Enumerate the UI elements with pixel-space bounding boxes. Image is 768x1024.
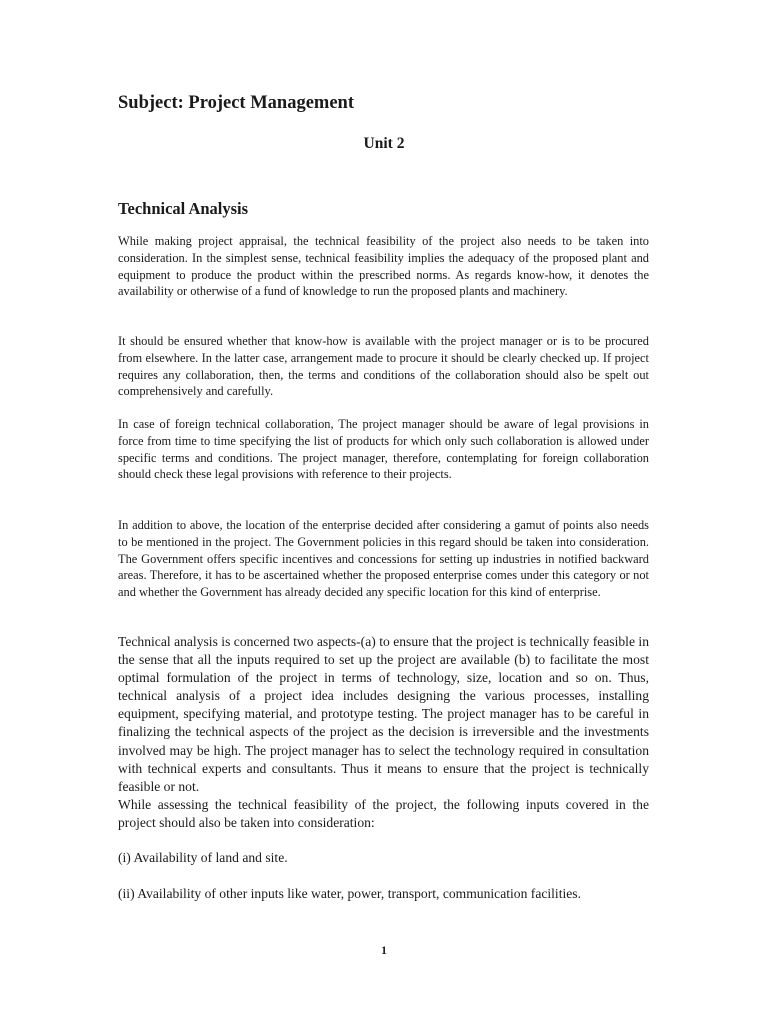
paragraph: Technical analysis is concerned two aspects-(a) to ensure that the project is technically feasible in the sense that all the inputs required to set up the project are available (b) to facilitate the most optimal formulation of the project in terms of technology, size, location and so on. Thus, technical analysis of a project idea includes designing the various processes, installing equipment, specifying material, and prototype testing. The project manager has to be careful in finalizing the technical aspects of the project as the decision is irreversible and the investments involved may be high. The project manager has to select the technology required in consultation with technical experts and consultants. Thus it means to ensure that the project is technically feasible or not. While assessing the technical feasibility of the project, the following inputs covered in the project should also be taken into consideration: <box>118 634 649 830</box>
document-subject: Subject: Project Management <box>118 93 354 113</box>
list-item: (ii) Availability of other inputs like water, power, transport, communication facilities. <box>118 886 581 901</box>
paragraph: In case of foreign technical collaboration, The project manager should be aware of legal provisions in force from time to time specifying the list of products for which only such collaboration is allowed under specific terms and conditions. The project manager, therefore, contemplating for foreign collaboration should check these legal provisions with reference to their projects. <box>118 417 649 482</box>
section-heading: Technical Analysis <box>118 199 249 218</box>
list-item: (i) Availability of land and site. <box>118 850 288 865</box>
paragraph: While making project appraisal, the technical feasibility of the project also needs to be taken into consideration. In the simplest sense, technical feasibility implies the adequacy of the proposed plant and equipment to produce the product within the prescribed norms. As regards know-how, it denotes the availability or otherwise of a fund of knowledge to run the proposed plants and machinery. <box>118 234 649 299</box>
unit-title: Unit 2 <box>363 135 405 152</box>
page-number: 1 <box>381 945 387 957</box>
paragraph: It should be ensured whether that know-how is available with the project manager or is to be procured from elsewhere. In the latter case, arrangement made to procure it should be clearly checked up. If project requires any collaboration, then, the terms and conditions of the collaboration should also be spelt out comprehensively and carefully. <box>118 334 649 399</box>
paragraph: In addition to above, the location of the enterprise decided after considering a gamut of points also needs to be mentioned in the project. The Government policies in this regard should be taken into consideration. The Government offers specific incentives and concessions for setting up industries in notified backward areas. Therefore, it has to be ascertained whether the proposed enterprise comes under this category or not and whether the Government has already decided any specific location for this kind of enterprise. <box>118 518 649 600</box>
